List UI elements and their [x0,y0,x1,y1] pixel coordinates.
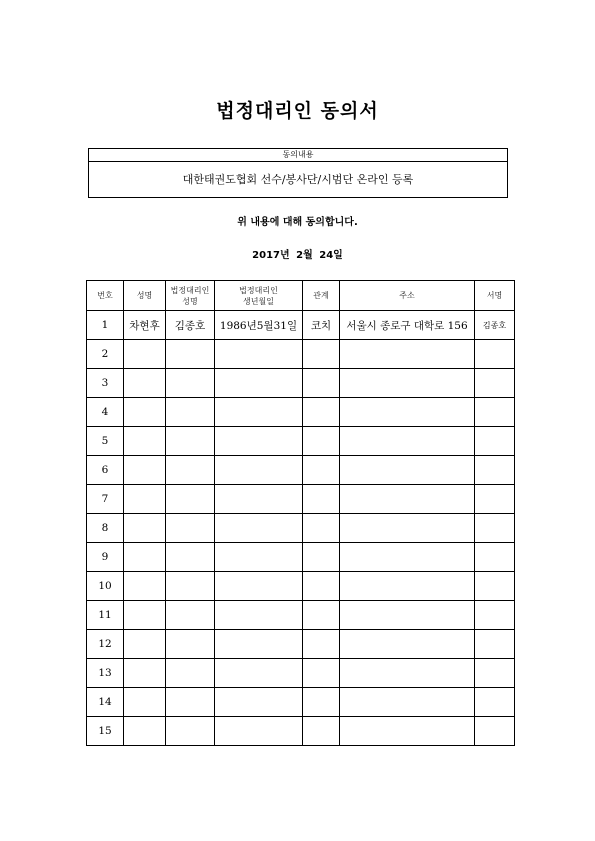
cell-guardian-birth: 1986년5월31일 [215,311,303,340]
cell-guardian-name [166,601,215,630]
cell-relation [303,543,340,572]
cell-guardian-name [166,514,215,543]
cell-relation: 코치 [303,311,340,340]
cell-relation [303,485,340,514]
table-row [87,456,515,485]
header-name: 성명 [124,281,166,311]
cell-relation [303,427,340,456]
cell-no: 10 [87,572,124,601]
cell-guardian-birth [215,688,303,717]
table-row [87,630,515,659]
cell-address [340,659,475,688]
cell-guardian-name [166,543,215,572]
cell-name [124,543,166,572]
cell-address [340,369,475,398]
table-row [87,340,515,369]
cell-guardian-name [166,427,215,456]
cell-no: 6 [87,456,124,485]
cell-no: 11 [87,601,124,630]
cell-no: 5 [87,427,124,456]
table-row [87,514,515,543]
cell-relation [303,601,340,630]
table-row [87,311,515,340]
consent-body: 대한태권도협회 선수/봉사단/시범단 온라인 등록 [182,173,414,186]
cell-guardian-birth [215,485,303,514]
cell-guardian-name [166,369,215,398]
cell-no: 7 [87,485,124,514]
cell-signature [475,398,515,427]
header-guardian-name-line2: 성명 [182,296,198,306]
cell-signature [475,340,515,369]
document-date: 2017년 2월 24일 [252,250,343,261]
cell-signature [475,688,515,717]
header-signature: 서명 [475,281,515,311]
cell-guardian-name [166,688,215,717]
cell-address [340,572,475,601]
cell-guardian-birth [215,659,303,688]
cell-guardian-birth [215,514,303,543]
cell-signature: 김종호 [475,311,515,340]
cell-guardian-birth [215,572,303,601]
header-guardian-name [166,281,215,311]
header-guardian-name-line1: 법정대리인 [170,285,210,295]
cell-address [340,543,475,572]
cell-name [124,659,166,688]
cell-guardian-birth [215,456,303,485]
cell-no: 2 [87,340,124,369]
cell-address [340,630,475,659]
header-no: 번호 [87,281,124,311]
cell-no: 1 [87,311,124,340]
table-row [87,485,515,514]
cell-guardian-birth [215,543,303,572]
cell-guardian-birth [215,601,303,630]
cell-address [340,514,475,543]
cell-address [340,688,475,717]
cell-address [340,485,475,514]
cell-no: 4 [87,398,124,427]
cell-name [124,688,166,717]
cell-guardian-birth [215,369,303,398]
cell-guardian-name [166,630,215,659]
cell-name [124,485,166,514]
table-row [87,717,515,746]
table-row [87,427,515,456]
cell-guardian-name [166,717,215,746]
consent-box [88,148,508,198]
cell-no: 12 [87,630,124,659]
cell-relation [303,659,340,688]
cell-signature [475,485,515,514]
cell-address [340,601,475,630]
header-guardian-birth-line1: 법정대리인 [239,285,278,295]
cell-relation [303,717,340,746]
cell-signature [475,601,515,630]
cell-address [340,717,475,746]
cell-signature [475,427,515,456]
cell-relation [303,572,340,601]
cell-name [124,601,166,630]
cell-relation [303,456,340,485]
cell-relation [303,340,340,369]
cell-signature [475,630,515,659]
document-title: 법정대리인 동의서 [216,100,379,122]
table-row [87,369,515,398]
cell-signature [475,717,515,746]
table-row [87,601,515,630]
cell-name [124,456,166,485]
cell-guardian-name [166,485,215,514]
table-header-row [87,281,515,311]
cell-address [340,340,475,369]
cell-guardian-birth [215,340,303,369]
cell-signature [475,514,515,543]
cell-signature [475,543,515,572]
cell-address [340,456,475,485]
consent-table [86,280,515,746]
cell-guardian-birth [215,717,303,746]
cell-name: 차현후 [124,311,166,340]
cell-guardian-name [166,456,215,485]
cell-relation [303,630,340,659]
cell-signature [475,369,515,398]
header-guardian-birth-line2: 생년월일 [243,296,274,306]
header-relation: 관계 [303,281,340,311]
agreement-statement: 위 내용에 대해 동의합니다. [237,217,358,228]
cell-name [124,398,166,427]
header-guardian-birth [215,281,303,311]
cell-name [124,427,166,456]
cell-guardian-name [166,572,215,601]
table-row [87,398,515,427]
cell-relation [303,398,340,427]
cell-address [340,398,475,427]
cell-name [124,514,166,543]
header-address: 주소 [340,281,475,311]
cell-no: 9 [87,543,124,572]
cell-guardian-name [166,659,215,688]
cell-name [124,340,166,369]
cell-signature [475,572,515,601]
cell-address [340,427,475,456]
table-row [87,572,515,601]
cell-no: 15 [87,717,124,746]
cell-guardian-name [166,398,215,427]
cell-name [124,630,166,659]
table-row [87,688,515,717]
table-row [87,543,515,572]
cell-guardian-birth [215,630,303,659]
cell-signature [475,456,515,485]
consent-header: 동의내용 [89,149,507,162]
cell-name [124,717,166,746]
cell-name [124,369,166,398]
cell-address: 서울시 종로구 대학로 156 [340,311,475,340]
cell-relation [303,369,340,398]
cell-relation [303,514,340,543]
cell-name [124,572,166,601]
cell-signature [475,659,515,688]
cell-guardian-birth [215,398,303,427]
cell-no: 14 [87,688,124,717]
cell-no: 13 [87,659,124,688]
cell-no: 8 [87,514,124,543]
cell-guardian-name: 김종호 [166,311,215,340]
cell-relation [303,688,340,717]
cell-guardian-name [166,340,215,369]
table-row [87,659,515,688]
cell-no: 3 [87,369,124,398]
cell-guardian-birth [215,427,303,456]
